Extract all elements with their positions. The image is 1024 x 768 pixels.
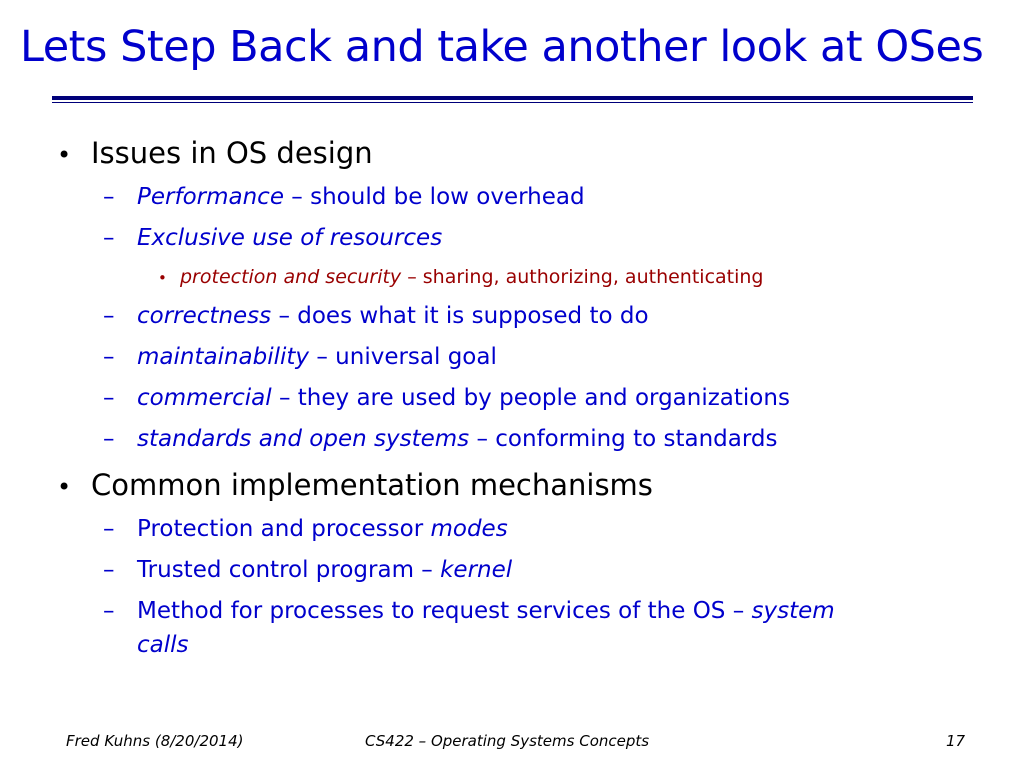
footer-author: Fred Kuhns (8/20/2014) — [66, 732, 244, 750]
subbullet-system-calls-continued: calls — [137, 632, 189, 658]
bullet-text: Issues in OS design — [91, 136, 373, 170]
subbullet-term: maintainability — [137, 344, 310, 370]
subsubbullet-text: – sharing, authorizing, authenticating — [401, 266, 764, 288]
dash-marker: – — [103, 225, 115, 251]
bullet-text: Common implementation mechanisms — [91, 468, 653, 502]
dash-marker: – — [103, 184, 115, 210]
subbullet-maintainability — [103, 344, 497, 370]
subbullet-term: kernel — [440, 557, 513, 583]
subbullet-term: Performance — [137, 184, 284, 210]
subbullet-term: system — [751, 598, 835, 624]
subbullet-text: – should be low overhead — [283, 184, 585, 210]
subbullet-exclusive-use — [103, 225, 442, 251]
subbullet-correctness — [103, 303, 649, 329]
subbullet-text: – universal goal — [309, 344, 497, 370]
title-underline-thick — [52, 96, 973, 100]
subbullet-protection-modes — [103, 516, 508, 542]
subbullet-text: Trusted control program – — [137, 557, 441, 583]
subbullet-text: – does what it is supposed to do — [271, 303, 649, 329]
dash-marker: – — [103, 344, 115, 370]
bullet-issues-in-os-design — [57, 136, 373, 170]
bullet-common-mechanisms — [57, 468, 653, 502]
subsubbullet-protection-security — [158, 266, 764, 288]
subbullet-standards — [103, 426, 777, 452]
bullet-marker: • — [57, 141, 72, 169]
subbullet-term: modes — [430, 516, 508, 542]
title-underline-thin — [52, 102, 973, 103]
subbullet-term: commercial — [137, 385, 272, 411]
subbullet-text: Method for processes to request services of the OS – — [137, 598, 752, 624]
subbullet-term: Exclusive use of resources — [137, 225, 443, 251]
subbullet-trusted-control — [103, 557, 512, 583]
dash-marker: – — [103, 303, 115, 329]
subbullet-term: standards and open systems — [137, 426, 470, 452]
subbullet-text: – they are used by people and organizations — [271, 385, 790, 411]
slide-title: Lets Step Back and take another look at OSes — [20, 22, 984, 72]
dash-marker: – — [103, 426, 115, 452]
subbullet-term: correctness — [137, 303, 272, 329]
dash-marker: – — [103, 598, 115, 624]
bullet-marker: • — [158, 269, 167, 287]
subbullet-system-calls — [103, 598, 835, 624]
subbullet-performance — [103, 184, 585, 210]
subsubbullet-term: protection and security — [180, 266, 402, 288]
subbullet-commercial — [103, 385, 790, 411]
bullet-marker: • — [57, 473, 72, 501]
dash-marker: – — [103, 557, 115, 583]
footer-course: CS422 – Operating Systems Concepts — [365, 732, 650, 750]
footer-page-number: 17 — [946, 732, 966, 750]
dash-marker: – — [103, 516, 115, 542]
subbullet-text: – conforming to standards — [469, 426, 778, 452]
dash-marker: – — [103, 385, 115, 411]
subbullet-text: Protection and processor — [137, 516, 431, 542]
